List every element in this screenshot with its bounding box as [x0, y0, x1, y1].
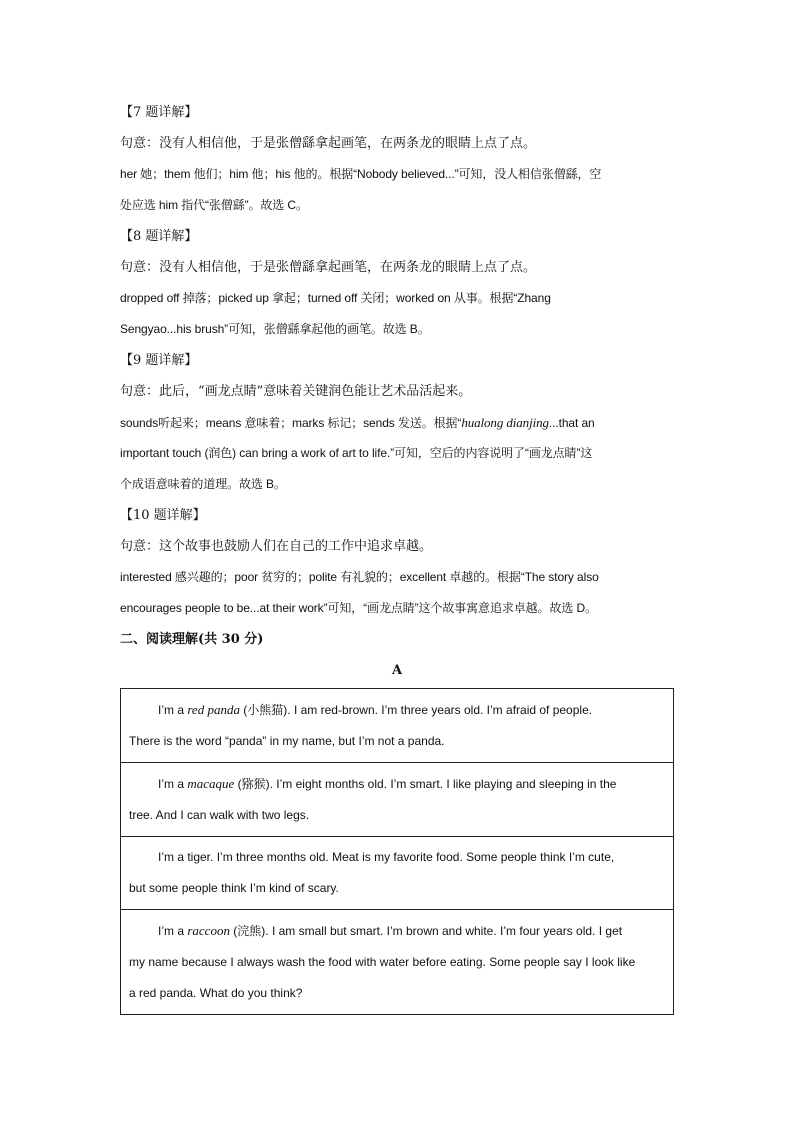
- q9-line1-b: ...that an: [548, 416, 595, 430]
- q9-meaning: 句意：此后，“画龙点睛”意味着关键润色能让艺术品活起来。: [120, 384, 472, 399]
- table-row: [121, 910, 674, 1015]
- animal-cell-macaque: I’m a macaque (猕猴). I’m eight months old. I’m smart. I like playing and sleeping in the tree. And I can walk with two legs.: [121, 763, 674, 837]
- q7-heading: 【7 题详解】: [120, 105, 198, 120]
- table-row: [121, 763, 674, 837]
- q8-meaning: 句意：没有人相信他，于是张僧繇拿起画笔，在两条龙的眼睛上点了点。: [120, 260, 537, 275]
- q9-line1-italic: hualong dianjing: [461, 415, 549, 430]
- animal-name: macaque: [187, 776, 235, 791]
- animal-name: raccoon: [187, 923, 230, 938]
- table-row: [121, 689, 674, 763]
- table-row: [121, 837, 674, 910]
- document-page: [120, 97, 674, 1015]
- animals-table: [120, 688, 674, 1015]
- q9-explanation-line2: important touch (润色) can bring a work of art to life.”可知，空后的内容说明了“画龙点睛”这: [120, 446, 593, 460]
- animal-cell-tiger: I’m a tiger. I’m three months old. Meat is my favorite food. Some people think I’m cute, but some people think I’m kind of scary.: [121, 837, 674, 910]
- animal-cell-red-panda: I’m a red panda (小熊猫). I am red-brown. I’m three years old. I’m afraid of people. There is the word “panda” in my name, but I’m not a panda.: [121, 689, 674, 763]
- q10-meaning: 句意：这个故事也鼓励人们在自己的工作中追求卓越。: [120, 539, 433, 554]
- q10-explanation-line1: interested 感兴趣的；poor 贫穷的；polite 有礼貌的；excellent 卓越的。根据“The story also: [120, 570, 599, 584]
- q10-explanation-line2: encourages people to be...at their work”可知，“画龙点睛”这个故事寓意追求卓越。故选 D。: [120, 601, 597, 615]
- q7-explanation-line1: her 她；them 他们；him 他；his 他的。根据“Nobody believed...”可知，没人相信张僧繇，空: [120, 167, 602, 181]
- q10-heading: 【10 题详解】: [120, 508, 206, 523]
- animal-cell-raccoon: I’m a raccoon (浣熊). I am small but smart. I’m brown and white. I’m four years old. I get my name because I always wash the food with water before eating. Some people say I look like a red panda. What do you think?: [121, 910, 674, 1015]
- animal-name: red panda: [187, 702, 240, 717]
- q7-meaning: 句意：没有人相信他，于是张僧繇拿起画笔，在两条龙的眼睛上点了点。: [120, 136, 537, 151]
- q9-line1-a: sounds听起来；means 意味着；marks 标记；sends 发送。根据“: [120, 416, 462, 430]
- q7-explanation-line2: 处应选 him 指代“张僧繇”。故选 C。: [120, 198, 308, 212]
- section2-heading: 二、阅读理解(共 30 分): [120, 632, 264, 647]
- q8-explanation-line2: Sengyao...his brush”可知，张僧繇拿起他的画笔。故选 B。: [120, 322, 430, 336]
- q8-heading: 【8 题详解】: [120, 229, 198, 244]
- q9-heading: 【9 题详解】: [120, 353, 198, 368]
- q9-explanation-line1: [120, 407, 674, 438]
- q9-explanation-line3: 个成语意味着的道理。故选 B。: [120, 477, 286, 491]
- passage-title: A: [391, 663, 403, 678]
- q8-explanation-line1: dropped off 掉落；picked up 拿起；turned off 关闭；worked on 从事。根据“Zhang: [120, 291, 551, 305]
